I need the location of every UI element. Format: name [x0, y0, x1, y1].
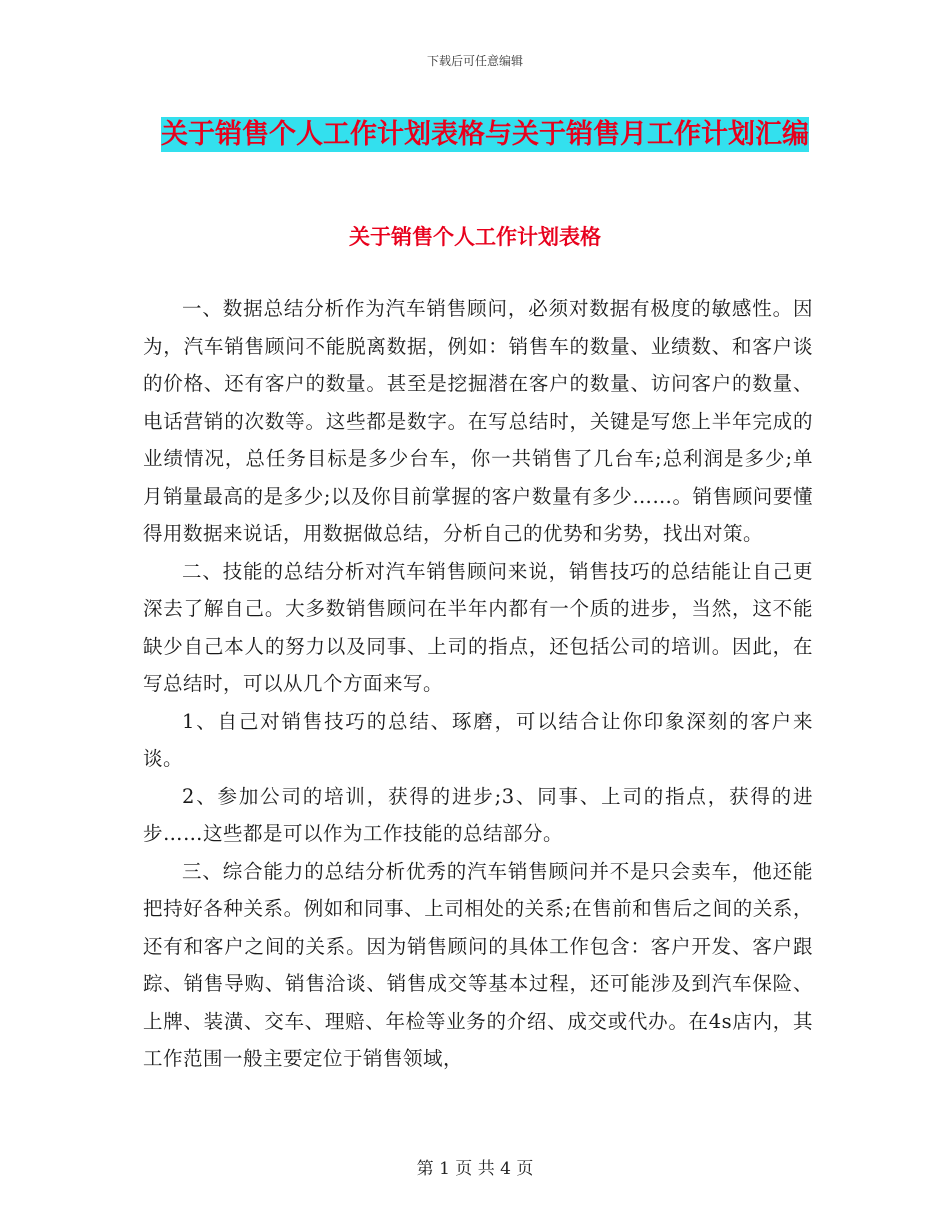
paragraph: 一、数据总结分析作为汽车销售顾问，必须对数据有极度的敏感性。因为，汽车销售顾问不能脱离数据，例如：销售车的数量、业绩数、和客户谈的价格、还有客户的数量。甚至是挖掘潜在客户的数量、访问客户的数量、电话营销的次数等。这些都是数字。在写总结时，关键是写您上半年完成的业绩情况，总任务目标是多少台车，你一共销售了几台车;总利润是多少;单月销量最高的是多少;以及你目前掌握的客户数量有多少……。销售顾问要懂得用数据来说话，用数据做总结，分析自己的优势和劣势，找出对策。	[143, 297, 813, 545]
page-number: 第 1 页 共 4 页	[416, 1159, 534, 1179]
paragraph: 1、自己对销售技巧的总结、琢磨，可以结合让你印象深刻的客户来谈。	[143, 709, 813, 770]
paragraph: 三、综合能力的总结分析优秀的汽车销售顾问并不是只会卖车，他还能把持好各种关系。例如和同事、上司相处的关系;在售前和售后之间的关系，还有和客户之间的关系。因为销售顾问的具体工作包含：客户开发、客户跟踪、销售导购、销售洽谈、销售成交等基本过程，还可能涉及到汽车保险、上牌、装潢、交车、理赔、年检等业务的介绍、成交或代办。在4s店内，其工作范围一般主要定位于销售领域，	[143, 859, 813, 1070]
paragraph: 2、参加公司的培训，获得的进步;3、同事、上司的指点，获得的进步……这些都是可以作为工作技能的总结部分。	[143, 784, 813, 845]
paragraph: 二、技能的总结分析对汽车销售顾问来说，销售技巧的总结能让自己更深去了解自己。大多数销售顾问在半年内都有一个质的进步，当然，这不能缺少自己本人的努力以及同事、上司的指点，还包括公司的培训。因此，在写总结时，可以从几个方面来写。	[143, 559, 813, 695]
document-body	[143, 290, 813, 1078]
header-note: 下载后可任意编辑	[426, 54, 523, 68]
section-heading: 关于销售个人工作计划表格	[349, 225, 601, 249]
document-title	[140, 112, 830, 158]
document-title-text: 关于销售个人工作计划表格与关于销售月工作计划汇编	[161, 119, 809, 150]
